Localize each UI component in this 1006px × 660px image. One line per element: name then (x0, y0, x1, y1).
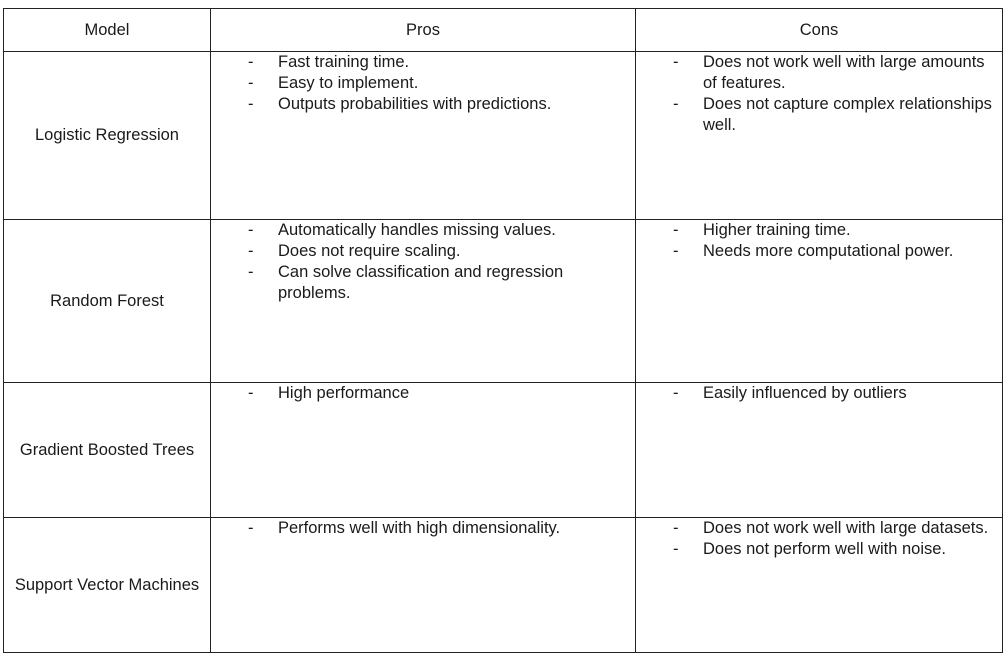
list-item: - Does not work well with large datasets. (673, 519, 989, 537)
list-item: - Fast training time. (248, 53, 410, 71)
list-item: - Does not require scaling. (248, 242, 461, 260)
dash-bullet-icon: - (248, 519, 254, 537)
cons-list (636, 383, 1002, 404)
list-item: - High performance (248, 384, 410, 402)
list-item: - Does not work well with large amounts of features. (673, 53, 985, 92)
list-item: - Can solve classification and regression problems. (248, 263, 564, 302)
list-item: - Higher training time. (673, 221, 851, 239)
table-row (4, 220, 1003, 383)
dash-bullet-icon: - (673, 519, 679, 537)
model-comparison-table (3, 8, 1003, 653)
dash-bullet-icon: - (673, 242, 679, 260)
table-row (4, 52, 1003, 220)
cons-list (636, 220, 1002, 262)
dash-bullet-icon: - (248, 74, 254, 92)
pros-cell (211, 383, 636, 518)
model-name: Support Vector Machines (4, 518, 211, 653)
list-item: - Needs more computational power. (673, 242, 954, 260)
header-row (4, 9, 1003, 52)
cons-cell (636, 518, 1003, 653)
list-item: - Automatically handles missing values. (248, 221, 556, 239)
cons-cell (636, 52, 1003, 220)
pros-cell (211, 220, 636, 383)
list-item: - Performs well with high dimensionality. (248, 519, 561, 537)
dash-bullet-icon: - (248, 95, 254, 113)
dash-bullet-icon: - (673, 221, 679, 239)
list-item: - Easy to implement. (248, 74, 419, 92)
dash-bullet-icon: - (248, 384, 254, 402)
dash-bullet-icon: - (673, 95, 679, 113)
table-row (4, 383, 1003, 518)
dash-bullet-icon: - (248, 221, 254, 239)
dash-bullet-icon: - (248, 53, 254, 71)
list-item: - Outputs probabilities with predictions. (248, 95, 552, 113)
header-pros: Pros (211, 9, 636, 52)
pros-cell (211, 518, 636, 653)
pros-list (211, 518, 635, 539)
pros-cell (211, 52, 636, 220)
pros-list (211, 52, 635, 115)
dash-bullet-icon: - (673, 540, 679, 558)
pros-list (211, 383, 635, 404)
cons-cell (636, 383, 1003, 518)
dash-bullet-icon: - (673, 384, 679, 402)
list-item: - Does not capture complex relationships well. (673, 95, 992, 134)
list-item: - Easily influenced by outliers (673, 384, 907, 402)
list-item: - Does not perform well with noise. (673, 540, 947, 558)
model-name: Gradient Boosted Trees (4, 383, 211, 518)
table-row (4, 518, 1003, 653)
model-name: Logistic Regression (4, 52, 211, 220)
cons-cell (636, 220, 1003, 383)
pros-list (211, 220, 635, 304)
header-cons: Cons (636, 9, 1003, 52)
dash-bullet-icon: - (248, 263, 254, 281)
cons-list (636, 518, 1002, 560)
header-model: Model (4, 9, 211, 52)
dash-bullet-icon: - (673, 53, 679, 71)
model-name: Random Forest (4, 220, 211, 383)
cons-list (636, 52, 1002, 136)
dash-bullet-icon: - (248, 242, 254, 260)
comparison-table-container (3, 8, 1003, 653)
